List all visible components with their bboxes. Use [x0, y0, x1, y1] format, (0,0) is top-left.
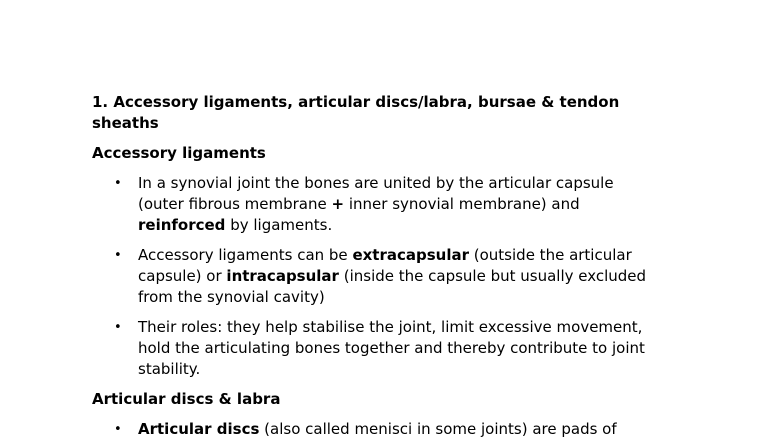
emphasis-text: reinforced [138, 216, 226, 234]
section-title: 1. Accessory ligaments, articular discs/labra, bursae & tendon sheaths [92, 93, 620, 132]
item-text: (also called menisci in some joints) are pads of [259, 420, 617, 438]
plus-sign: + [331, 195, 345, 213]
item-text: (outside the articular capsule) or [138, 246, 632, 285]
bullet-icon: • [114, 248, 122, 263]
list-item [92, 173, 652, 236]
item-text: In a synovial joint the bones are united by the articular capsule (outer fibrous membrane [138, 174, 614, 213]
emphasis-text: Articular discs [138, 420, 260, 438]
item-text: by ligaments. [225, 216, 333, 234]
list-item [92, 245, 652, 308]
list-item [92, 317, 652, 380]
item-text: (inside the capsule but usually excluded from the synovial cavity) [138, 267, 647, 306]
bullet-icon: • [114, 176, 122, 191]
document-content [92, 92, 652, 441]
accessory-ligaments-list [92, 173, 652, 380]
list-item [92, 419, 652, 440]
item-text: Their roles: they help stabilise the joint, limit excessive movement, hold the articulating bones together and thereby contribute to joint stability. [138, 318, 645, 378]
accessory-ligaments-heading: Accessory ligaments [92, 144, 266, 162]
emphasis-text: intracapsular [226, 267, 339, 285]
bullet-icon: • [114, 320, 122, 335]
articular-discs-heading: Articular discs & labra [92, 390, 281, 408]
bullet-icon: • [114, 422, 122, 437]
emphasis-text: extracapsular [352, 246, 469, 264]
item-text: inner synovial membrane) and [344, 195, 580, 213]
articular-discs-list [92, 419, 652, 440]
item-text: Accessory ligaments can be [138, 246, 353, 264]
